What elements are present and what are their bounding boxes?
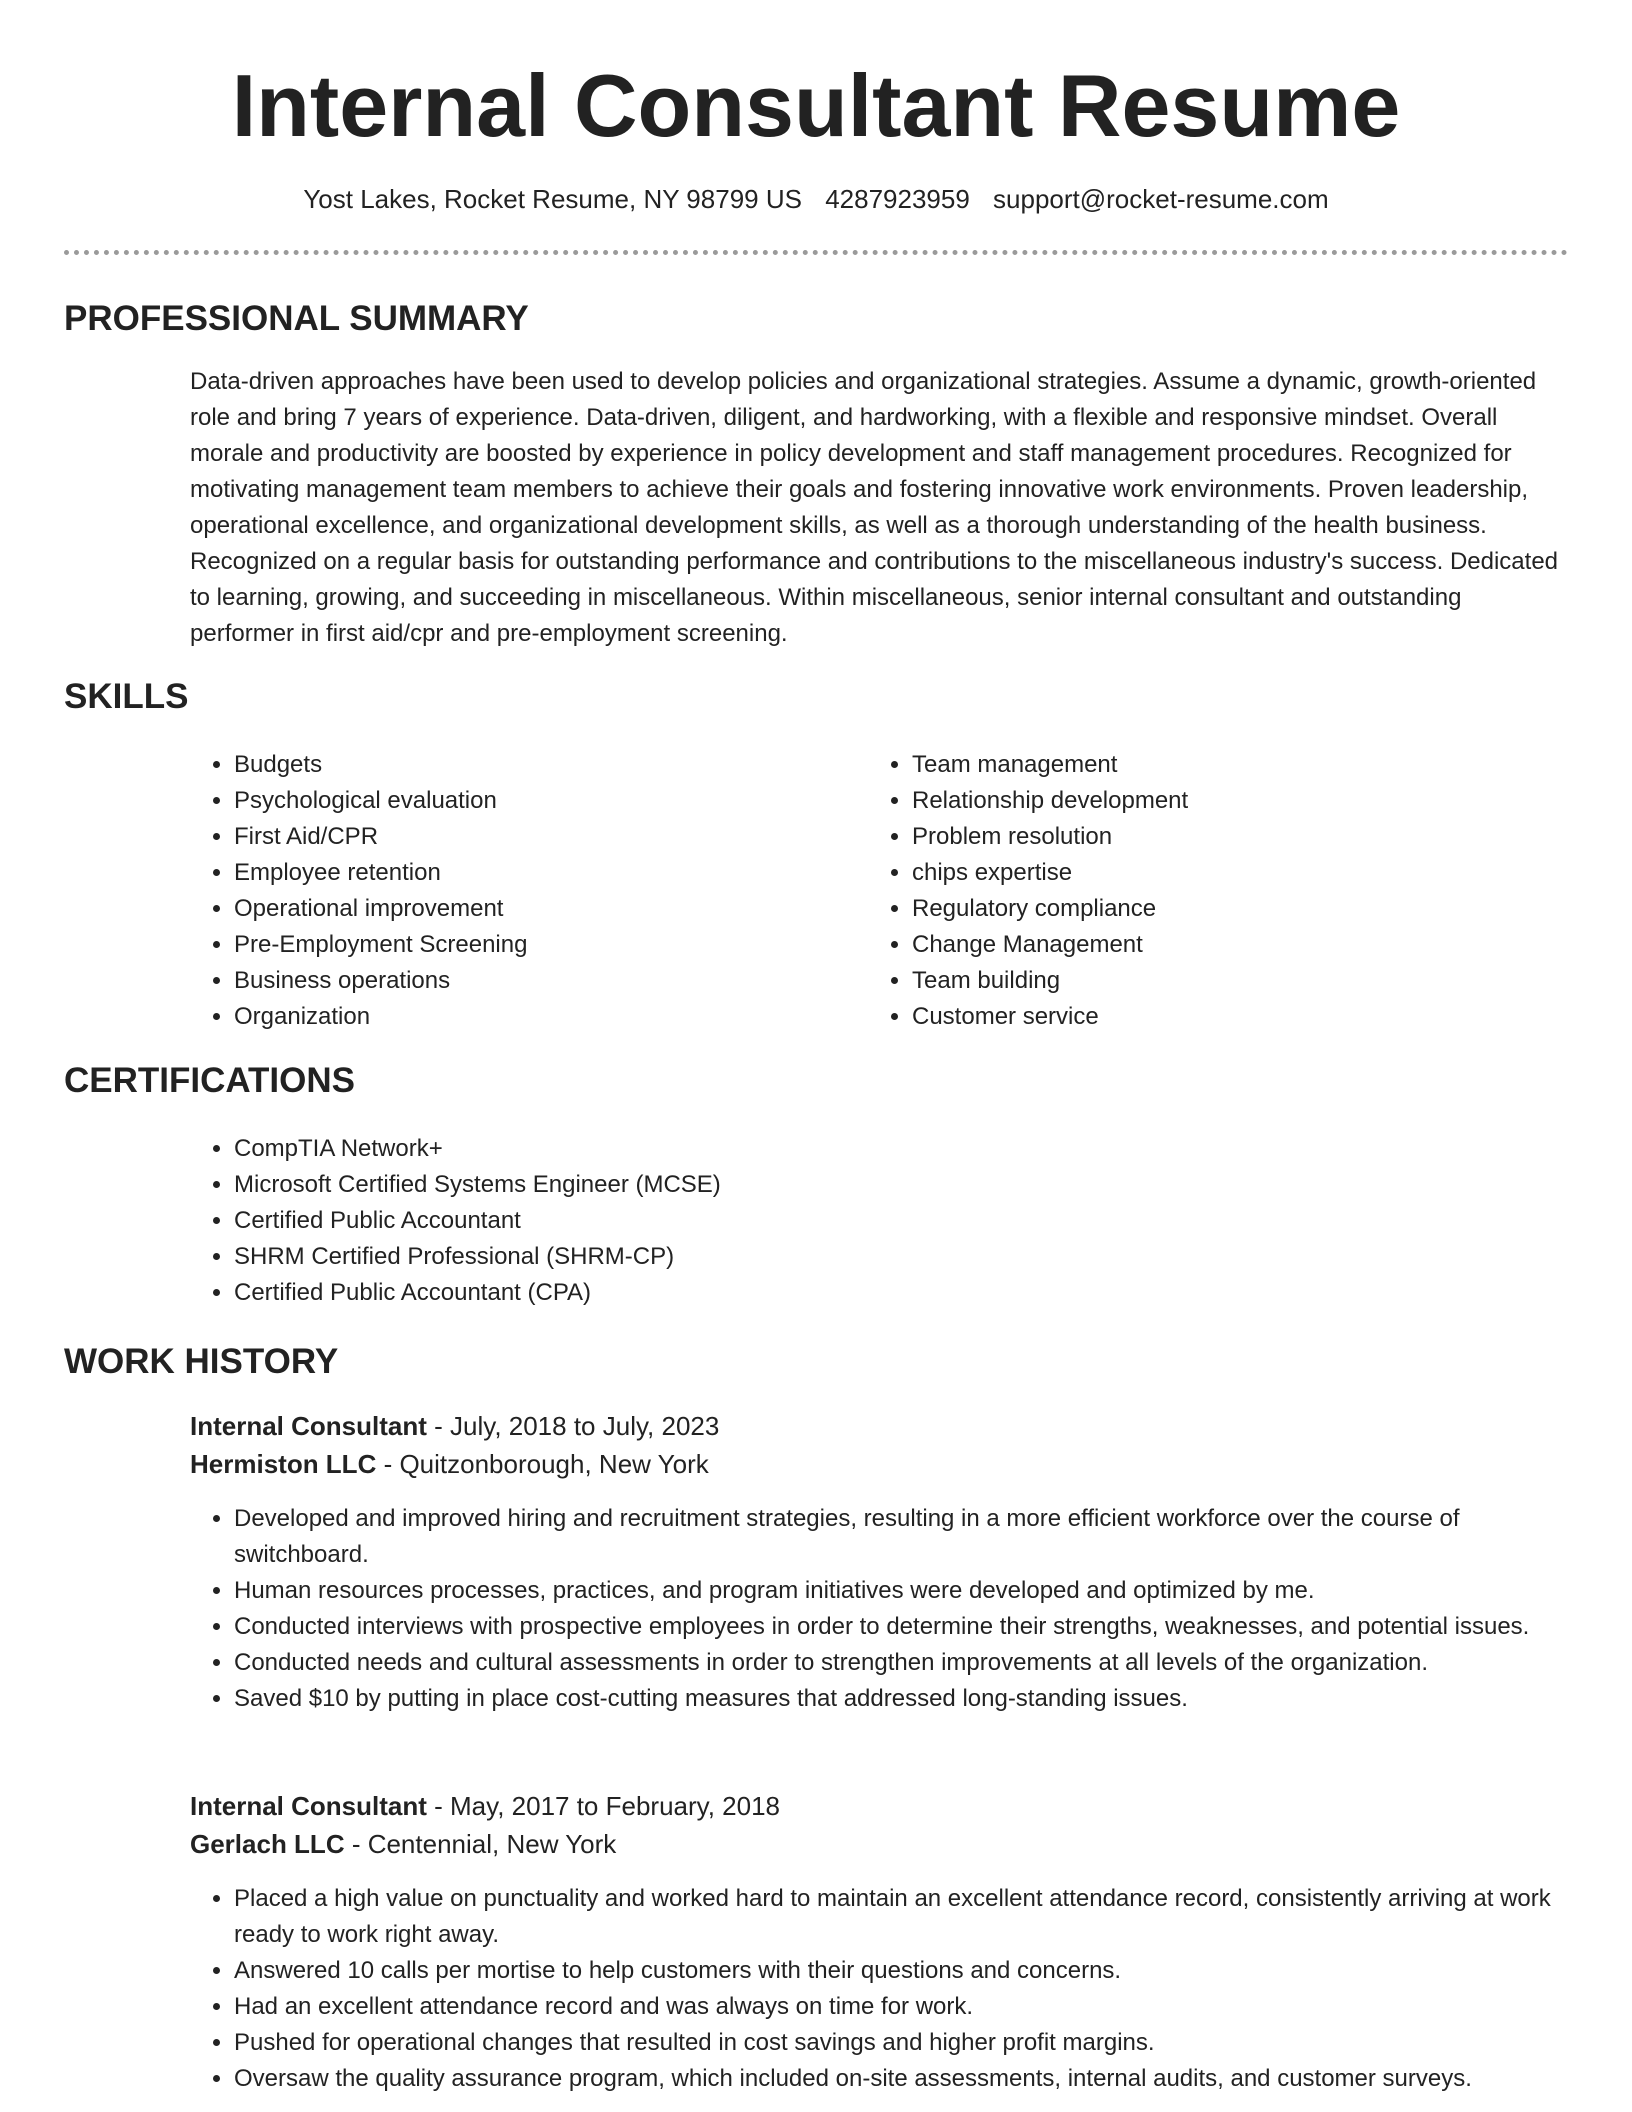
job-location: - Quitzonborough, New York: [376, 1449, 709, 1479]
skills-list-left: [190, 747, 830, 1035]
contact-phone: 4287923959: [825, 184, 970, 214]
job-duty: • Developed and improved hiring and recruitment strategies, resulting in a more efficient workforce over the course of switchboard.: [234, 1501, 1570, 1573]
skill-item: • Operational improvement: [234, 891, 830, 927]
skill-item: • Team management: [912, 747, 1508, 783]
skill-item: • Regulatory compliance: [912, 891, 1508, 927]
skill-item: • Problem resolution: [912, 819, 1508, 855]
contact-line: [0, 183, 1632, 215]
work-history-heading: WORK HISTORY: [64, 1342, 339, 1381]
certifications-block: [190, 1131, 1090, 1311]
job-duty: • Pushed for operational changes that resulted in cost savings and higher profit margins.: [234, 2025, 1570, 2061]
job-duty: • Answered 10 calls per mortise to help customers with their questions and concerns.: [234, 1953, 1570, 1989]
job-dates: - July, 2018 to July, 2023: [426, 1411, 720, 1441]
job-title: Internal Consultant: [190, 1411, 427, 1441]
skill-item: • Team building: [912, 963, 1508, 999]
job-duty: • Oversaw the quality assurance program, which included on-site assessments, internal audits, and customer surveys.: [234, 2061, 1570, 2097]
skill-item: • Customer service: [912, 999, 1508, 1035]
certifications-heading: CERTIFICATIONS: [64, 1061, 356, 1100]
job-duties-list: [190, 1501, 1570, 1717]
job-duty: • Had an excellent attendance record and was always on time for work.: [234, 1989, 1570, 2025]
skills-list-right: [868, 747, 1508, 1035]
job-duty: • Conducted needs and cultural assessments in order to strengthen improvements at all levels of the organization.: [234, 1645, 1570, 1681]
job-dates: - May, 2017 to February, 2018: [426, 1791, 781, 1821]
contact-address: Yost Lakes, Rocket Resume, NY 98799 US: [303, 184, 802, 214]
skill-item: • Organization: [234, 999, 830, 1035]
certification-item: • Certified Public Accountant (CPA): [234, 1275, 1090, 1311]
job-company-line: [190, 1825, 1570, 1863]
job-title-line: [190, 1407, 1570, 1445]
job-duty: • Human resources processes, practices, and program initiatives were developed and optimized by me.: [234, 1573, 1570, 1609]
skills-heading: SKILLS: [64, 677, 189, 716]
job-location: - Centennial, New York: [344, 1829, 617, 1859]
skill-item: • Business operations: [234, 963, 830, 999]
skill-item: • Relationship development: [912, 783, 1508, 819]
certifications-list: [190, 1131, 1090, 1311]
job-duty: • Saved $10 by putting in place cost-cutting measures that addressed long-standing issues.: [234, 1681, 1570, 1717]
skill-item: • First Aid/CPR: [234, 819, 830, 855]
skill-item: • Employee retention: [234, 855, 830, 891]
skills-left-column: [190, 747, 830, 1035]
skill-item: • Psychological evaluation: [234, 783, 830, 819]
job-company-line: [190, 1445, 1570, 1483]
contact-email: support@rocket-resume.com: [993, 184, 1329, 214]
resume-title: Internal Consultant Resume: [231, 56, 1401, 155]
job-duty: • Conducted interviews with prospective employees in order to determine their strengths, weaknesses, and potential issues.: [234, 1609, 1570, 1645]
summary-text: Data-driven approaches have been used to develop policies and organizational strategies. Assume a dynamic, growth-oriented role and bring 7 years of experience. Data-driven, diligent, and hardworking, with a flexible and responsive mindset. Overall morale and productivity are boosted by experience in policy development and staff management procedures. Recognized for motivating management team members to achieve their goals and fostering innovative work environments. Proven leadership, operational excellence, and organizational development skills, as well as a thorough understanding of the health business. Recognized on a regular basis for outstanding performance and contributions to the miscellaneous industry's success. Dedicated to learning, growing, and succeeding in miscellaneous. Within miscellaneous, senior internal consultant and outstanding performer in first aid/cpr and pre-employment screening.: [190, 368, 1559, 647]
job-company: Hermiston LLC: [190, 1449, 377, 1479]
certification-item: • SHRM Certified Professional (SHRM-CP): [234, 1239, 1090, 1275]
header-divider: [64, 250, 1568, 255]
job-duties-list: [190, 1881, 1570, 2097]
skill-item: • Pre-Employment Screening: [234, 927, 830, 963]
summary-heading: PROFESSIONAL SUMMARY: [64, 299, 529, 338]
skills-right-column: [868, 747, 1508, 1035]
skill-item: • Budgets: [234, 747, 830, 783]
certification-item: • Certified Public Accountant: [234, 1203, 1090, 1239]
job-entry: [190, 1407, 1570, 1717]
job-entry: [190, 1787, 1570, 2097]
skill-item: • Change Management: [912, 927, 1508, 963]
certification-item: • Microsoft Certified Systems Engineer (MCSE): [234, 1167, 1090, 1203]
job-duty: • Placed a high value on punctuality and worked hard to maintain an excellent attendance record, consistently arriving at work ready to work right away.: [234, 1881, 1570, 1953]
job-company: Gerlach LLC: [190, 1829, 345, 1859]
job-title: Internal Consultant: [190, 1791, 427, 1821]
job-title-line: [190, 1787, 1570, 1825]
certification-item: • CompTIA Network+: [234, 1131, 1090, 1167]
skill-item: • chips expertise: [912, 855, 1508, 891]
